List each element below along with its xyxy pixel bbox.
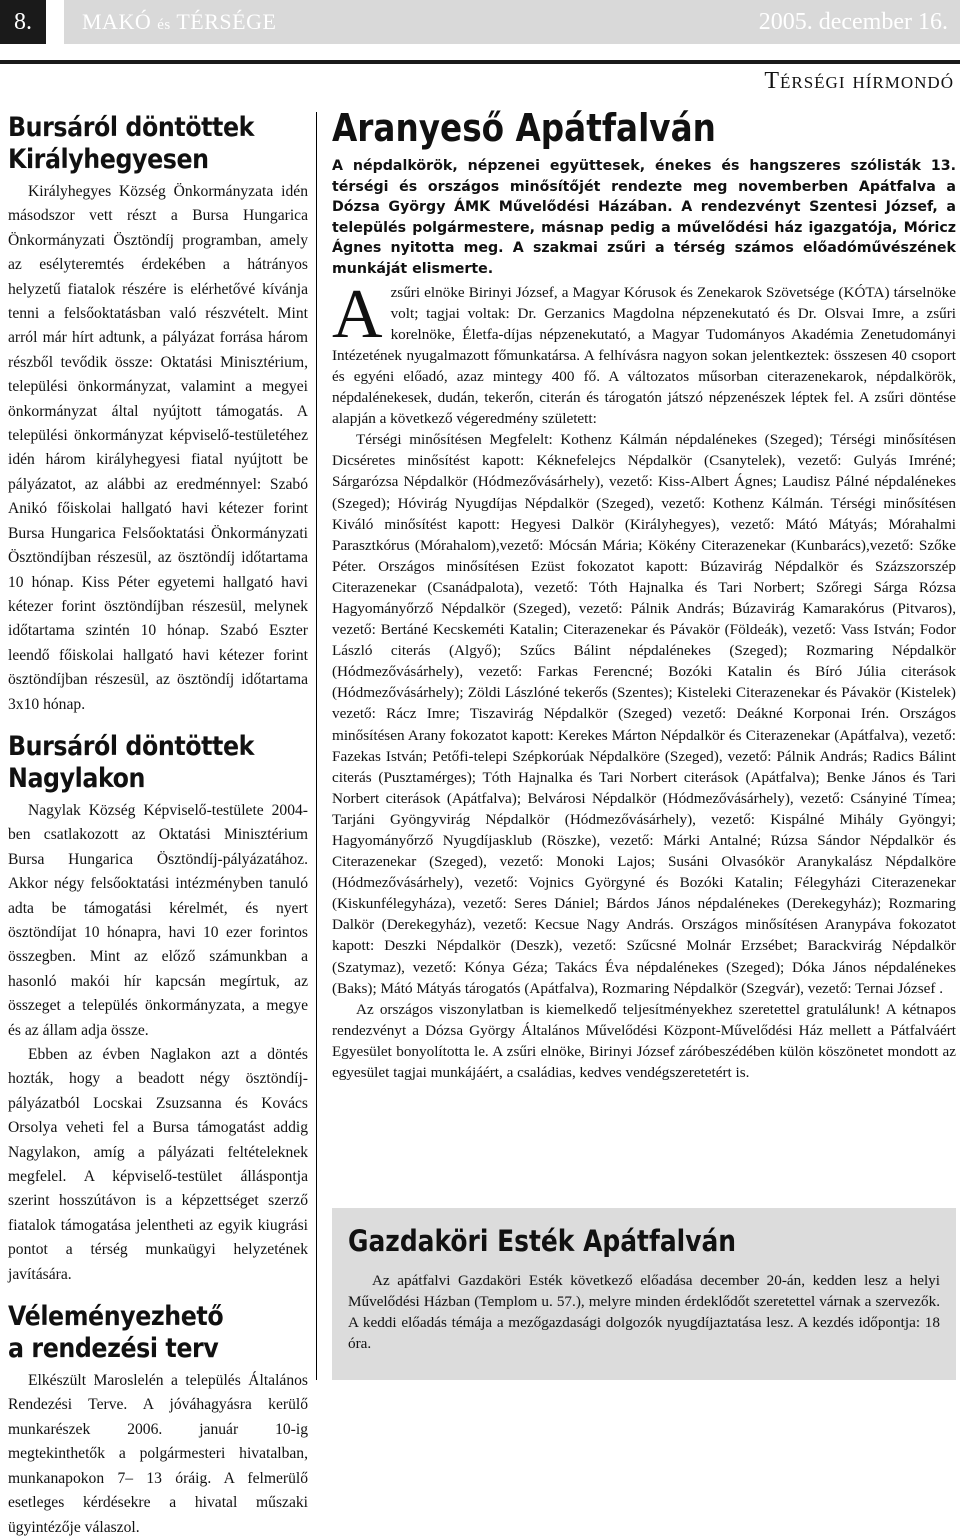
page-header: [0, 0, 960, 44]
section-rule: [0, 60, 960, 64]
publication-name-suffix: TÉRSÉGE: [176, 9, 277, 34]
article-body: Az országos viszonylatban is kiemelkedő teljesítményekhez szeretettel gratulálunk! A kétnapos rendezvényt a Dózsa György Általános Művelődési Központ-Művelődési Ház mellett a Pátfalváért Egyesület bonyolította le. A zsűri elnöke, Birinyi József záróbeszédében külön köszönetet mondott az egyesület tagjai munkájáért, a családias, kedves vendégszeretetért is.: [332, 1000, 956, 1082]
article-title-nagylak: [8, 731, 272, 795]
article-body: Nagylak Község Képviselő-testülete 2004-ben csatlakozott az Oktatási Minisztérium Bursa Hungarica Ösztöndíj-pályázatához. Akkor négy felsőoktatási intézményben tanuló adta be támogatási kérelmét, és nyert ösztöndíjat 10 hónapra, havi 10 ezer forintos összegben. Mint az előző számunkban a hasonló makói hír kapcsán megírtuk, az összeget a település önkormányzata, a megye és az állam adja össze.: [8, 801, 308, 1039]
left-column: [8, 112, 308, 1536]
title-line-2: Királyhegyesen: [8, 144, 209, 175]
main-article-title: Aranyeső Apátfalván: [332, 106, 716, 150]
article-body: [332, 275, 956, 430]
notice-title: Gazdaköri Esték Apátfalván: [348, 1224, 737, 1258]
article-body: Elkészült Maroslelén a település Általános Rendezési Terve. A jóváhagyásra kerülő munkarészek 2006. január 10-ig megtekinthetők a polgármesteri hivatalban, munkanapokon 7– 13 óráig. A felmerülő esetleges kérdésekre a hivatal műszaki ügyintézője válaszol.: [8, 1372, 308, 1536]
title-line-2: a rendezési terv: [8, 1333, 219, 1365]
publication-name: [82, 0, 276, 47]
main-article-lead: A népdalkörök, népzenei együttesek, énekes és hangszeres szólisták 13. térségi és országos minősítőjét rendezte meg novemberben Apátfalva a Dózsa György ÁMK Művelődési Házában. A rendezvényt Szentesi József, a település polgármestere, másnap pedig a művelődési ház igazgatója, Móricz Ágnes nyitotta meg. A szakmai zsűri a térség számos előadóművészének munkáját elismerte.: [332, 158, 956, 277]
article-body: Királyhegyes Község Önkormányzata idén másodszor vett részt a Bursa Hungarica Önkormányzati Ösztöndíj programban, amely az esélyteremtés érdekében a hátrányos helyzetű fiatalok részére is elérhetővé kívánja tenni a felsőoktatásban való részvételt. Mint arról már hírt adtunk, a pályázat forrása három részből tevődik össze: Oktatási Minisztérium, települési önkormányzat, valamint a megyei önkormányzat által nyújtott támogatás. A települési önkormányzat képviselő-testületéhez idén három királyhegyesi fiatal nyújtott be pályázatot, az alábbi az eredménnyel: Szabó Anikó főiskolai hallgató havi kétezer forint Bursa Hungarica Felsőoktatási Önkormányzati Ösztöndíjban részesül, az ösztöndíj időtartama 10 hónap. Kiss Péter egyetemi hallgató havi kétezer forint ösztöndíjban részesül, melynek időtartama szintén 10 hónap. Szabó Eszter leendő főiskolai hallgató havi kétezer forint ösztöndíjban részesül, az ösztöndíj időtartama 3x10 hónap.: [8, 183, 308, 713]
page-number: 8.: [0, 0, 46, 44]
notice-box: [332, 1208, 956, 1380]
title-line-1: Véleményezhető: [8, 1301, 224, 1333]
paragraph-text: zsűri elnöke Birinyi József, a Magyar Kórusok és Zenekarok Szövetsége (KÓTA) társelnöke volt; tagjai voltak: Dr. Gerzanics Magdolna népzenekutató és Dr. Olsvai Imre, a zsűri korelnöke, Életfa-díjas népzenekutató, a Magyar Tudományos Akadémia Zenetudományi Intézetének nyugalmazott főmunkatársa. A felhívásra nagyon sokan jelentkeztek: összesen 40 csoport és egyéni előadó, azaz mintegy 400 fő. A változatos műsorban citerazenekarok, népdalkörök, népdalénekesek, dudán, tekerőn, citerán és tárogatón játszó népzenészek léptek fel. A zsűri döntése alapján a következő végeredmény született:: [332, 283, 956, 428]
title-line-1: Bursáról döntöttek: [8, 112, 255, 143]
column-divider: [316, 112, 317, 1380]
publication-name-prefix: MAKÓ: [82, 9, 152, 34]
title-line-2: Nagylakon: [8, 762, 146, 794]
section-label: Térségi hírmondó: [764, 68, 954, 94]
article-title-kiralyhegyes: [8, 112, 272, 176]
article-title-rendezesi-terv: [8, 1301, 272, 1365]
issue-date: 2005. december 16.: [758, 9, 948, 35]
notice-text: Az apátfalvi Gazdaköri Esték következő előadása december 20-án, kedden lesz a helyi Művelődési Házban (Templom u. 57.), melyre minden érdeklődőt szeretettel várnak a szervezők. A keddi előadás témája a mezőgazdasági dolgozók nyugdíjaztatása lesz. A kezdés időpontja: 18 óra.: [348, 1272, 940, 1352]
drop-cap: A: [332, 275, 383, 353]
title-line-1: Bursáról döntöttek: [8, 730, 255, 762]
article-body: Ebben az évben Naglakon azt a döntés hozták, hogy a beadott négy ösztöndíj-pályázatból Locskai Zsuzsanna és Kovács Orsolya veheti fel a Bursa támogatást addig Nagylakon, amíg a pályázati feltételeknek megfelel. A képviselő-testület álláspontja szerint hosszútávon is a képzettséget szerző fiatalok támogatása jelentheti az egyik kiugrási pontot a térség munkaügyi helyzetének javítására.: [8, 1046, 308, 1283]
article-body: Térségi minősítésen Megfelelt: Kothenz Kálmán népdalénekes (Szeged); Térségi minősítésen Dicséretes minősítést kapott: Kéknefelejcs Népdalkör (Csanytelek), vezető: Gulyás Imréné; Sárgarózsa Népdalkör (Hódmezővásárhely), vezető: Kiss-Albert Ágnes; Laudisz Pálné népdalénekes (Szeged); Hóvirág Nyugdíjas Népdalkör (Szeged), vezető: Kothenz Kálmán. Térségi minősítésen Kiváló minősítést kapott: Hegyesi Dalkör (Királyhegyes), vezető: Mátó Mátyás; Mórahalmi Parasztkórus (Mórahalom),vezető: Mócsán Mária; Kökény Citerazenekar (Kunbarács),vezető: Szőke Péter. Országos minősítésen Ezüst fokozatot kapott: Búzavirág Népdalkör és Százszorszép Citerazenekar (Csanádpalota), vezető: Tóth Hajnalka és Tari Norbert; Szőregi Sárga Rózsa Hagyományőrző Népdalkör (Szeged), vezető: Pálnik András; Búzavirág Kamarakórus (Pitvaros), vezető: Bertáné Kecskeméti Katalin; Citerazenekar és Pávakör (Földeák), vezető: Vass István; Fodor László citerás (Algyő); Szűcs Bálint népdalénekes (Szeged); Rozmaring Népdalkör (Hódmezővásárhely), vezető: Farkas Ferencné; Bozóki Katalin és Bíró Júlia citerások (Hódmezővásárhely); Zöldi Lászlóné tekerős (Szentes); Kisteleki Citerazenekar és Pávakör (Kistelek) vezető: Rácz Imre; Tiszavirág Népdalkör (Szeged) vezető: Deákné Korponai Irén. Országos minősítésen Arany fokozatot kapott: Kerekes Márton Népdalkör és Citerazenekar (Apátfalva), vezető: Fazekas István; Petőfi-telepi Szépkorúak Népdalköre (Szeged), vezető: Pálnik András; Radics Bálint citerás (Pusztamérges); Tóth Hajnalka és Tari Norbert citerások (Apátfalva); Benke János és Tari Norbert citerások (Apátfalva); Belvárosi Népdalkör (Hódmezővásárhely), vezető: Csányiné Tímea; Tarjáni Gyöngyvirág Népdalkör (Hódmezővásárhely), vezető: Kispálné Mihály Gyöngyi; Hagyományőrző Nyugdíjasklub (Röszke), vezető: Márki Antalné; Rúzsa Sándor Népdalkör és Citerazenekar (Szeged), vezető: Monoki Lajos; Susáni Olvasókör Aranykalász Népdalköre (Hódmezővásárhely), vezető: Vojnics Györgyné és Bozóki Katalin; Félegyházi Citerazenekar (Kiskunfélegyháza), vezető: Seres Dániel; Bárdos János népdalénekes (Derekegyház); Rozmaring Dalkör (Derekegyház), vezető: Kecsue Nagy András. Országos minősítésen Aranypáva fokozatot kapott: Deszki Népdalkör (Deszk), vezető: Szűcsné Molnár Erzsébet; Barackvirág Népdalkör (Szatymaz), vezető: Kónya Géza; Takács Éva népdalénekes (Szeged); Dóka János népdalénekes (Baks); Mátó Mátyás tárogatós (Apátfalva), Rozmaring Népdalkör (Szegvár), vezető: Ternai József .: [332, 431, 956, 997]
main-article: [332, 104, 956, 1083]
publication-name-conj: és: [157, 17, 171, 33]
